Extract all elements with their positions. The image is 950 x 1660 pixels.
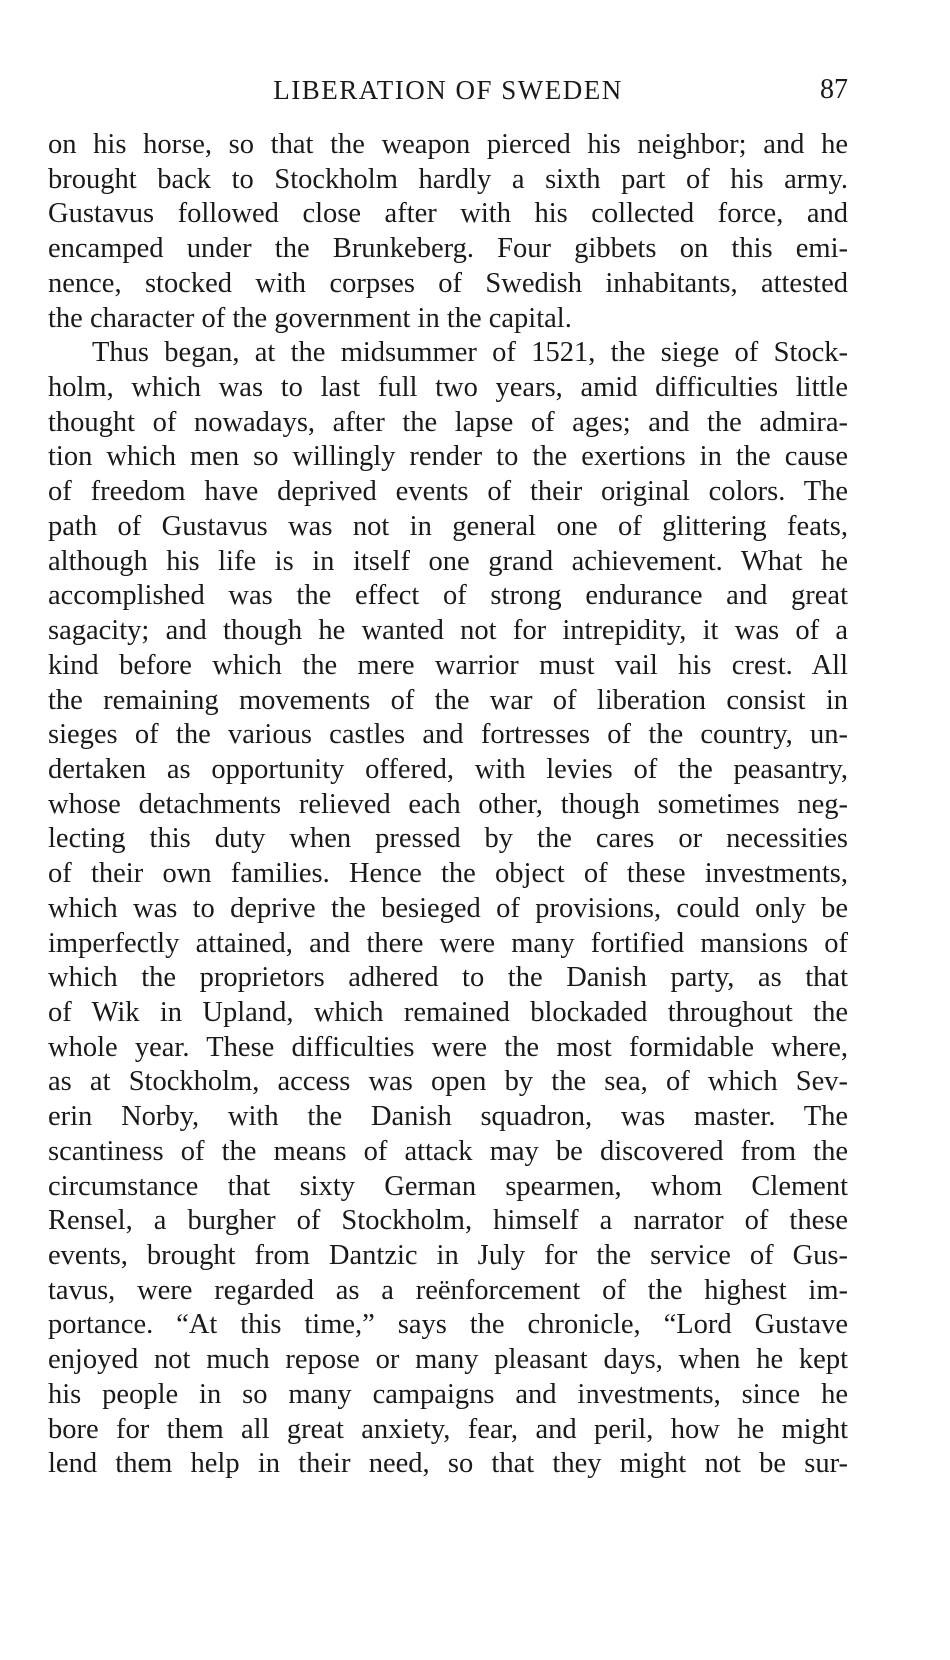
text-line: nence, stocked with corpses of Swedish inhabitants, attested [48,267,848,299]
text-line: which was to deprive the besieged of provisions, could only be [48,892,848,924]
text-line: dertaken as opportunity offered, with levies of the peasantry, [48,753,848,785]
text-line: tavus, were regarded as a reënforcement of the highest im- [48,1274,848,1306]
text-line: Gustavus followed close after with his collected force, and [48,198,848,230]
text-line: portance. “At this time,” says the chronicle, “Lord Gustave [48,1309,848,1341]
text-line: lend them help in their need, so that they might not be sur- [48,1448,848,1480]
text-line: on his horse, so that the weapon pierced his neighbor; and he [48,129,848,160]
text-line: the remaining movements of the war of liberation consist in [48,684,848,716]
text-line: bore for them all great anxiety, fear, and peril, how he might [48,1413,848,1445]
text-line: brought back to Stockholm hardly a sixth part of his army. [48,163,848,195]
text-line: encamped under the Brunkeberg. Four gibbets on this emi- [48,233,848,265]
text-line: of freedom have deprived events of their original colors. The [48,476,848,508]
running-title: LIBERATION OF SWEDEN [273,75,623,105]
text-line: whole year. These difficulties were the most formidable where, [48,1031,848,1063]
text-line: his people in so many campaigns and investments, since he [48,1378,848,1410]
page-number: 87 [820,74,848,105]
text-line: whose detachments relieved each other, though sometimes neg- [48,788,848,820]
running-head [48,70,848,110]
text-line: although his life is in itself one grand achievement. What he [48,545,848,577]
text-line: enjoyed not much repose or many pleasant days, when he kept [48,1344,848,1376]
text-line: of their own families. Hence the object of these investments, [48,858,848,890]
text-line: path of Gustavus was not in general one of glittering feats, [48,510,848,542]
text-line: the character of the government in the capital. [48,302,572,334]
text-line: which the proprietors adhered to the Danish party, as that [48,962,848,994]
text-line: imperfectly attained, and there were many fortified mansions of [48,927,848,959]
text-line: events, brought from Dantzic in July for the service of Gus- [48,1240,848,1271]
text-line: sieges of the various castles and fortresses of the country, un- [48,719,848,751]
text-line: as at Stockholm, access was open by the sea, of which Sev- [48,1066,848,1098]
text-line: of Wik in Upland, which remained blockaded throughout the [48,996,848,1028]
body-text [48,128,848,1482]
text-line: lecting this duty when pressed by the cares or necessities [48,823,848,855]
text-line: erin Norby, with the Danish squadron, was master. The [48,1101,848,1133]
text-line: scantiness of the means of attack may be discovered from the [48,1135,848,1167]
text-line: thought of nowadays, after the lapse of ages; and the admira- [48,406,848,438]
text-line: Rensel, a burgher of Stockholm, himself a narrator of these [48,1205,848,1237]
text-line: holm, which was to last full two years, amid difficulties little [48,372,848,404]
text-line: Thus began, at the midsummer of 1521, the siege of Stock- [92,337,848,369]
book-page [48,0,848,1660]
text-line: sagacity; and though he wanted not for intrepidity, it was of a [48,615,848,647]
text-line: accomplished was the effect of strong endurance and great [48,580,848,612]
text-line: tion which men so willingly render to the exertions in the cause [48,441,848,473]
text-line: circumstance that sixty German spearmen, whom Clement [48,1170,848,1202]
text-line: kind before which the mere warrior must vail his crest. All [48,649,848,681]
